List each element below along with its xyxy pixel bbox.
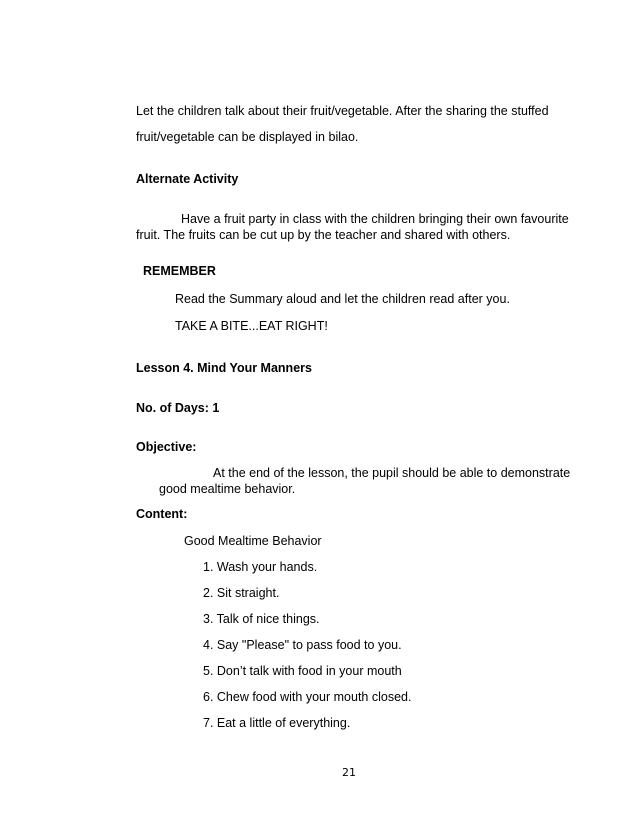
objective-line-1: At the end of the lesson, the pupil should be able to demonstrate [213, 466, 571, 480]
remember-line-2: TAKE A BITE...EAT RIGHT! [175, 319, 328, 333]
list-item: 2. Sit straight. [203, 586, 280, 600]
list-item: 4. Say "Please" to pass food to you. [203, 638, 402, 652]
objective-line-2: good mealtime behavior. [159, 482, 296, 496]
remember-heading: REMEMBER [143, 264, 216, 278]
lesson-title: Lesson 4. Mind Your Manners [136, 361, 312, 375]
remember-line-1: Read the Summary aloud and let the children read after you. [175, 292, 510, 306]
alternate-activity-heading: Alternate Activity [136, 172, 239, 186]
page-number: 21 [342, 766, 356, 779]
intro-line-1: Let the children talk about their fruit/vegetable. After the sharing the stuffed [136, 104, 549, 118]
list-item: 5. Don’t talk with food in your mouth [203, 664, 402, 678]
list-item: 6. Chew food with your mouth closed. [203, 690, 412, 704]
content-subheading: Good Mealtime Behavior [184, 534, 322, 548]
intro-line-2: fruit/vegetable can be displayed in bilao. [136, 130, 359, 144]
content-heading: Content: [136, 507, 188, 521]
alternate-activity-line-1: Have a fruit party in class with the children bringing their own favourite [181, 212, 569, 226]
objective-heading: Objective: [136, 440, 197, 454]
list-item: 1. Wash your hands. [203, 560, 318, 574]
lesson-days: No. of Days: 1 [136, 401, 220, 415]
alternate-activity-line-2: fruit. The fruits can be cut up by the teacher and shared with others. [136, 228, 511, 242]
list-item: 3. Talk of nice things. [203, 612, 320, 626]
list-item: 7. Eat a little of everything. [203, 716, 351, 730]
